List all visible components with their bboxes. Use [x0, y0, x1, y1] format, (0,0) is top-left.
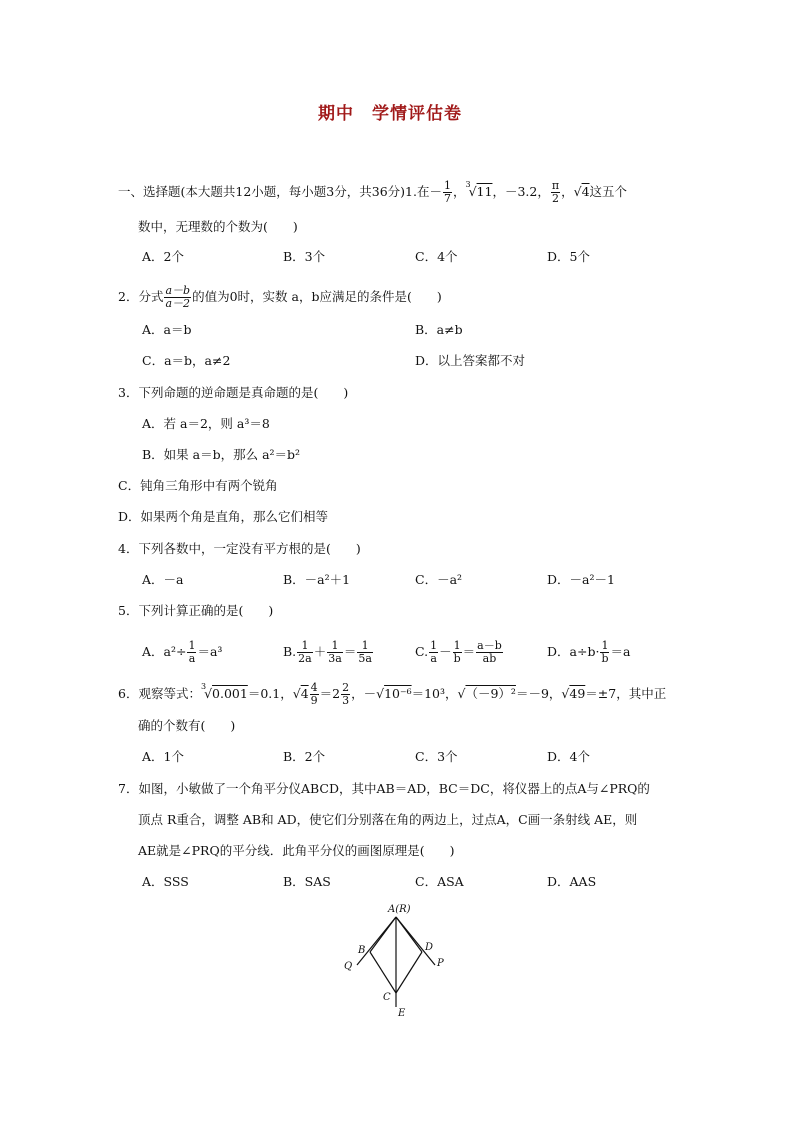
label-b: B: [358, 945, 366, 956]
q6-option-d: D．4个: [547, 749, 590, 764]
q2-fraction: $\frac{a-b}{a-2}$: [165, 284, 191, 310]
q7-option-d: D．AAS: [547, 874, 597, 889]
q5-option-c: C. $\frac{1}{a}$ － $\frac{1}{b}$ ＝ $\frac{a-b}{ab}$: [415, 639, 502, 665]
question-4-stem: 4．下列各数中，一定没有平方根的是( ): [118, 541, 361, 556]
q2-option-d: D．以上答案都不对: [415, 353, 526, 368]
ray-rp: [396, 917, 435, 965]
label-e: E: [398, 1008, 406, 1019]
q1-option-d: D．5个: [547, 249, 590, 264]
q1-frac-pi-2: $\frac{\pi}{2}$: [551, 179, 560, 205]
q3-option-b: B．如果 a＝b，那么 a²＝b²: [142, 447, 301, 462]
label-a-r: A(R): [388, 904, 411, 915]
question-1-line-2: 数中，无理数的个数为( ): [138, 219, 298, 234]
question-7-line-3: AE就是∠PRQ的平分线．此角平分仪的画图原理是( ): [138, 843, 455, 858]
question-5-stem: 5．下列计算正确的是( ): [118, 603, 274, 618]
label-c: C: [383, 992, 391, 1003]
q4-option-b: B．－a²＋1: [283, 572, 351, 587]
angle-bisector-figure: [330, 895, 460, 1020]
q4-option-c: C．－a²: [415, 572, 463, 587]
segment-dc: [396, 952, 422, 993]
q1-lead: 1.在－: [405, 184, 442, 199]
q4-option-a: A．－a: [142, 572, 184, 587]
q2-option-b: B．a≠b: [415, 322, 463, 337]
q5-option-d: D．a÷b· $\frac{1}{b}$ ＝a: [547, 639, 631, 665]
q7-option-c: C．ASA: [415, 874, 464, 889]
q3-option-c: C．钝角三角形中有两个锐角: [118, 478, 278, 493]
q3-option-a: A．若 a＝2，则 a³＝8: [142, 416, 270, 431]
q2-option-a: A．a＝b: [142, 322, 192, 337]
q1-cube-root-11: 11: [476, 184, 493, 199]
segment-bc: [370, 952, 396, 993]
q1-option-b: B．3个: [283, 249, 326, 264]
q3-option-d: D．如果两个角是直角，那么它们相等: [118, 509, 329, 524]
question-2-stem: 2．分式 $\frac{a-b}{a-2}$ 的值为0时，实数 a，b应满足的条件是( ): [118, 284, 442, 310]
ray-rq: [357, 917, 396, 965]
label-q: Q: [344, 961, 353, 972]
q6-option-c: C．3个: [415, 749, 458, 764]
q7-option-b: B．SAS: [283, 874, 331, 889]
q5-a-frac: $\frac{1}{a}$: [188, 639, 196, 665]
section-header: 一、选择题(本大题共12小题，每小题3分，共36分): [118, 184, 406, 199]
label-p: P: [437, 958, 444, 969]
q1-frac-1-7: $\frac{1}{7}$: [443, 179, 451, 205]
q4-option-d: D．－a²－1: [547, 572, 615, 587]
question-1-line-1: 一、选择题(本大题共12小题，每小题3分，共36分)1.在－ $\frac{1}{7}$ ，$^3$√11，－3.2， $\frac{\pi}{2}$ ，√4这五个: [118, 179, 628, 205]
q1-option-a: A．2个: [142, 249, 184, 264]
question-3-stem: 3．下列命题的逆命题是真命题的是( ): [118, 385, 349, 400]
q6-option-b: B．2个: [283, 749, 326, 764]
question-7-line-2: 顶点 R重合，调整 AB和 AD，使它们分别落在角的两边上，过点A，C画一条射线 AE，则: [138, 812, 638, 827]
page-title: 期中 学情评估卷: [318, 104, 462, 124]
question-7-line-1: 7．如图，小敏做了一个角平分仪ABCD，其中AB＝AD，BC＝DC，将仪器上的点A与∠PRQ的: [118, 781, 650, 796]
q7-option-a: A．SSS: [142, 874, 189, 889]
q1-sqrt-4: 4: [581, 184, 590, 199]
q6-option-a: A．1个: [142, 749, 184, 764]
question-6-line-1: 6．观察等式：$^3$√0.001＝0.1，√4 $\frac{4}{9}$ ＝2 $\frac{2}{3}$ ，－√10⁻⁶＝10³，√（－9）²＝－9，√49＝±7，其中正: [118, 681, 667, 707]
label-d: D: [425, 942, 434, 953]
q1-option-c: C．4个: [415, 249, 458, 264]
q5-option-a: A．a²÷ $\frac{1}{a}$ ＝a³: [142, 639, 223, 665]
question-6-line-2: 确的个数有( ): [138, 718, 236, 733]
q5-option-b: B. $\frac{1}{2a}$ ＋ $\frac{1}{3a}$ ＝ $\frac{1}{5a}$: [283, 639, 372, 665]
q2-option-c: C．a＝b，a≠2: [142, 353, 231, 368]
